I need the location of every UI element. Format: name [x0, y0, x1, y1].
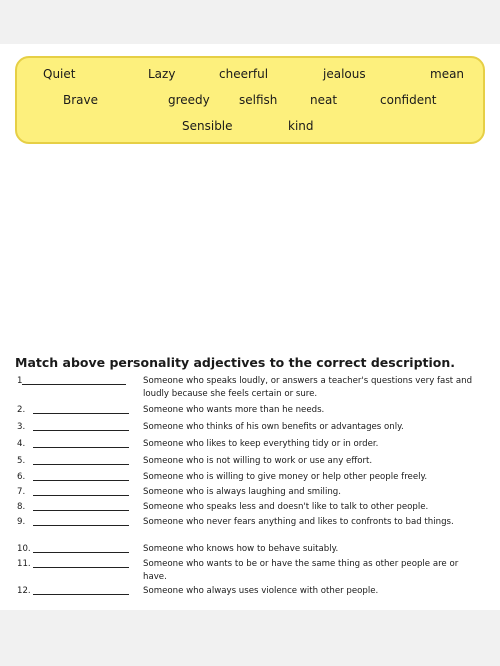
answer-blank[interactable] — [33, 430, 129, 431]
item-number: 4. — [17, 439, 26, 449]
word-bank-item: cheerful — [219, 67, 269, 81]
item-description: Someone who knows how to behave suitably. — [143, 544, 339, 554]
answer-blank[interactable] — [33, 495, 129, 496]
item-number: 10. — [17, 544, 31, 554]
word-bank-item: greedy — [168, 93, 210, 107]
word-bank-item: jealous — [323, 67, 366, 81]
answer-blank[interactable] — [33, 510, 129, 511]
item-number: 9. — [17, 517, 26, 527]
item-number: 3. — [17, 422, 26, 432]
item-number: 5. — [17, 456, 26, 466]
item-description: Someone who speaks loudly, or answers a teacher's questions very fast and loudly because she feels certain or sure. — [143, 376, 473, 399]
answer-blank[interactable] — [33, 464, 129, 465]
item-description: Someone who thinks of his own benefits or advantages only. — [143, 422, 404, 432]
item-number: 6. — [17, 472, 26, 482]
answer-blank[interactable] — [33, 413, 129, 414]
item-number: 2. — [17, 405, 26, 415]
item-description: Someone who wants to be or have the same thing as other people are or have. — [143, 559, 459, 582]
item-description: Someone who wants more than he needs. — [143, 405, 325, 415]
answer-blank[interactable] — [22, 384, 126, 385]
item-number: 7. — [17, 487, 26, 497]
item-number: 1 — [17, 376, 23, 386]
word-bank-item: kind — [288, 119, 314, 133]
item-description: Someone who never fears anything and likes to confronts to bad things. — [143, 517, 454, 527]
answer-blank[interactable] — [33, 480, 129, 481]
word-bank-item: neat — [310, 93, 338, 107]
answer-blank[interactable] — [33, 594, 129, 595]
item-description: Someone who is not willing to work or use any effort. — [143, 456, 373, 466]
word-bank-item: Quiet — [43, 67, 76, 81]
word-bank-item: confident — [380, 93, 437, 107]
answer-blank[interactable] — [33, 447, 129, 448]
word-bank-item: Sensible — [182, 119, 233, 133]
word-bank-item: Lazy — [148, 67, 176, 81]
item-number: 11. — [17, 559, 31, 569]
answer-blank[interactable] — [33, 552, 129, 553]
item-number: 12. — [17, 586, 31, 596]
item-description: Someone who is willing to give money or help other people freely. — [143, 472, 428, 482]
word-bank-item: Brave — [63, 93, 99, 107]
answer-blank[interactable] — [33, 567, 129, 568]
item-number: 8. — [17, 502, 26, 512]
item-description: Someone who is always laughing and smiling. — [143, 487, 341, 497]
instruction-heading: Match above personality adjectives to the correct description. — [15, 355, 456, 370]
item-description: Someone who always uses violence with other people. — [143, 586, 379, 596]
word-bank-item: mean — [430, 67, 465, 81]
word-bank-item: selfish — [239, 93, 278, 107]
item-description: Someone who likes to keep everything tidy or in order. — [143, 439, 379, 449]
answer-blank[interactable] — [33, 525, 129, 526]
item-description: Someone who speaks less and doesn't like to talk to other people. — [143, 502, 429, 512]
